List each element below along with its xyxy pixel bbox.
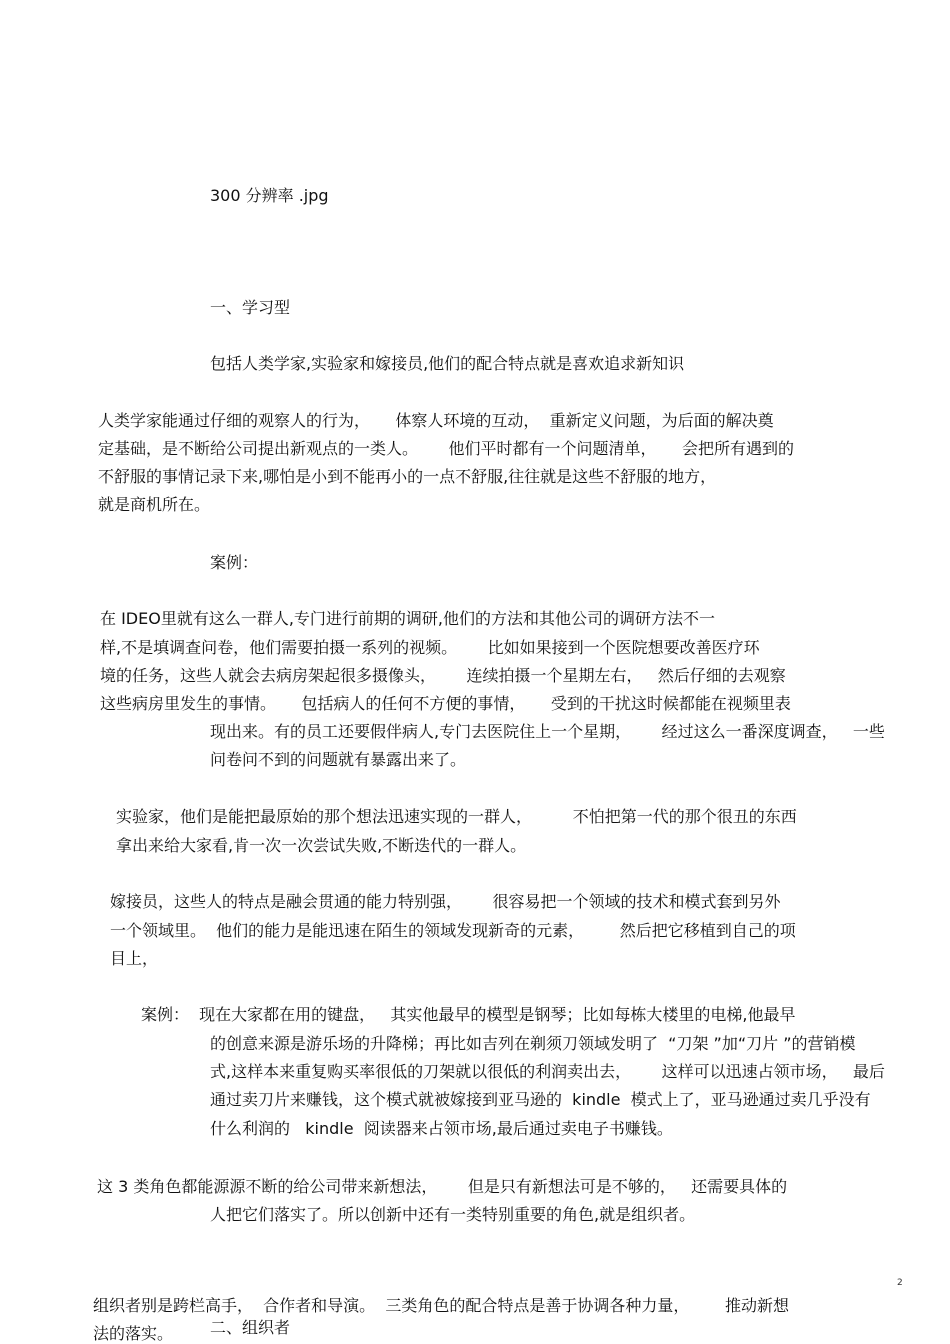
case2-line: 通过卖刀片来赚钱，这个模式就被嫁接到亚马逊的 kindle 模式上了，亚马逊通过卖几乎没有: [210, 1090, 871, 1109]
organizer-line: 法的落实。: [93, 1324, 174, 1343]
anthropologist-line: 人类学家能通过仔细的观察人的行为， 体察人环境的互动， 重新定义问题，为后面的解决奠: [98, 411, 774, 430]
summary-line-indented: 人把它们落实了。所以创新中还有一类特别重要的角色,就是组织者。: [210, 1205, 696, 1224]
section-heading-learning: 一、学习型: [210, 298, 291, 317]
case-line-indented: 问卷问不到的问题就有暴露出来了。: [210, 750, 467, 769]
case-line-indented: 现出来。有的员工还要假伴病人,专门去医院住上一个星期， 经过这么一番深度调查， 一些: [210, 722, 885, 741]
case-line: 在 IDEO里就有这么一群人,专门进行前期的调研,他们的方法和其他公司的调研方法不一: [100, 609, 716, 628]
case-line: 这些病房里发生的事情。 包括病人的任何不方便的事情， 受到的干扰这时候都能在视频里表: [100, 694, 791, 713]
case-line: 样,不是填调查问卷，他们需要拍摄一系列的视频。 比如如果接到一个医院想要改善医疗环: [100, 638, 760, 657]
anthropologist-line: 定基础，是不断给公司提出新观点的一类人。 他们平时都有一个问题清单， 会把所有遇到的: [98, 439, 794, 458]
case2-line: 的创意来源是游乐场的升降梯；再比如吉列在剃须刀领域发明了 “刀架 ”加“刀片 ”的营销模: [210, 1034, 856, 1053]
organizer-line: 组织者别是跨栏高手， 合作者和导演。 三类角色的配合特点是善于协调各种力量， 推动新想: [93, 1296, 789, 1315]
grafter-line: 一个领域里。 他们的能力是能迅速在陌生的领域发现新奇的元素， 然后把它移植到自己的项: [110, 921, 796, 940]
experimenter-line: 实验家，他们是能把最原始的那个想法迅速实现的一群人， 不怕把第一代的那个很丑的东西: [116, 807, 797, 826]
case2-first-line: 案例： 现在大家都在用的键盘， 其实他最早的模型是钢琴；比如每栋大楼里的电梯,他最早: [141, 1005, 796, 1024]
case-line: 境的任务，这些人就会去病房架起很多摄像头， 连续拍摄一个星期左右， 然后仔细的去观察: [100, 666, 786, 685]
grafter-line: 目上，: [110, 949, 159, 968]
page-number: 2: [897, 1278, 903, 1288]
anthropologist-line: 不舒服的事情记录下来,哪怕是小到不能再小的一点不舒服,往往就是这些不舒服的地方，: [98, 467, 717, 486]
grafter-line: 嫁接员，这些人的特点是融会贯通的能力特别强， 很容易把一个领域的技术和模式套到另外: [110, 892, 781, 911]
case2-line: 式,这样本来重复购买率很低的刀架就以很低的利润卖出去， 这样可以迅速占领市场， 最后: [210, 1062, 885, 1081]
case-label: 案例：: [210, 553, 259, 572]
experimenter-line: 拿出来给大家看,肯一次一次尝试失败,不断迭代的一群人。: [116, 836, 527, 855]
case2-line: 什么利润的 kindle 阅读器来占领市场,最后通过卖电子书赚钱。: [210, 1119, 673, 1138]
summary-line: 这 3 类角色都能源源不断的给公司带来新想法， 但是只有新想法可是不够的， 还需要具体的: [97, 1177, 788, 1196]
section-intro: 包括人类学家,实验家和嫁接员,他们的配合特点就是喜欢追求新知识: [210, 354, 685, 373]
image-caption: 300 分辨率 .jpg: [210, 186, 329, 205]
anthropologist-line: 就是商机所在。: [98, 495, 211, 514]
section-heading-organizer: 二、组织者: [210, 1318, 291, 1337]
